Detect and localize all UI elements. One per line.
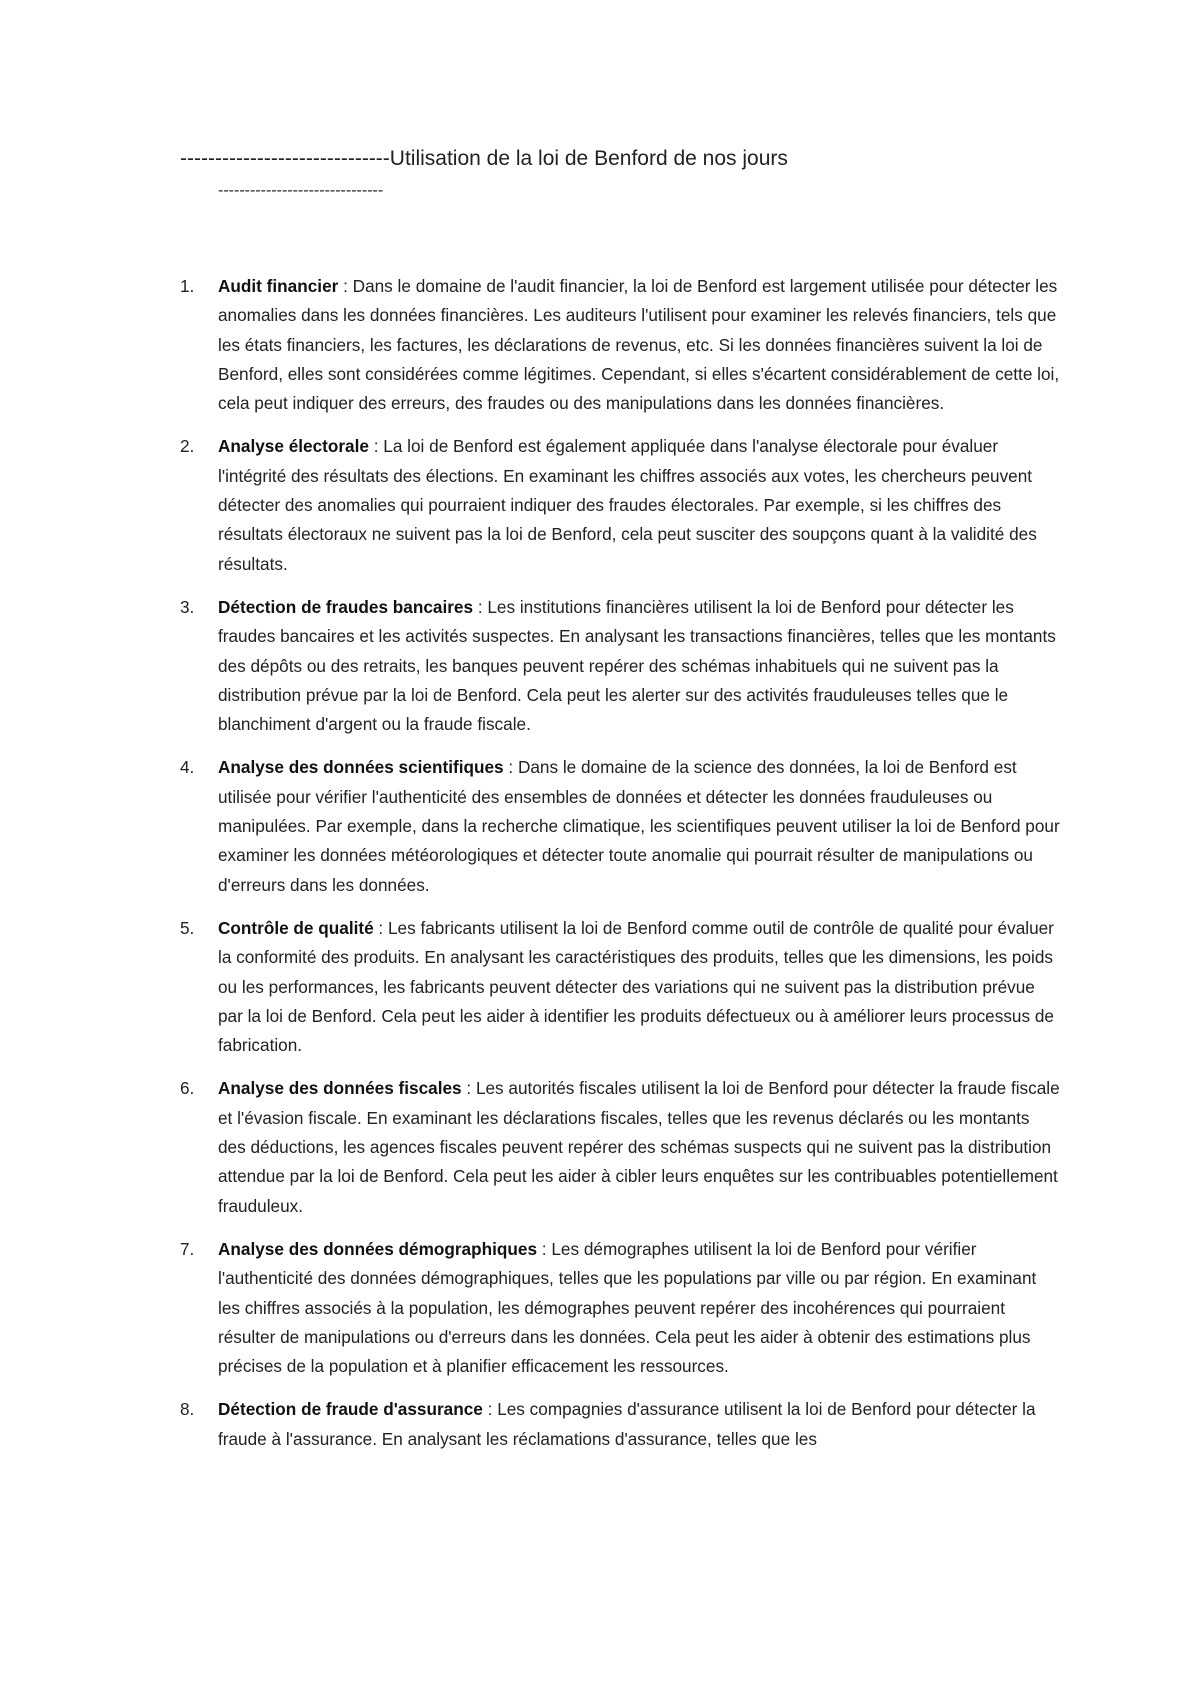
list-item [180,272,1060,418]
list-term: Détection de fraude d'assurance [218,1399,483,1420]
list-item [180,593,1060,739]
list-text: La loi de Benford est également appliquée dans l'analyse électorale pour évaluer l'intégrité des résultats des élections. En examinant les chiffres associés aux votes, les chercheurs peuvent détecter des anomalies qui pourraient indiquer des fraudes électorales. Par exemple, si les chiffres des résultats électoraux ne suivent pas la loi de Benford, cela peut susciter des soupçons quant à la validité des résultats. [218,436,1037,574]
list-text: Les institutions financières utilisent la loi de Benford pour détecter les fraudes bancaires et les activités suspectes. En analysant les transactions financières, telles que les montants des dépôts ou des retraits, les banques peuvent repérer des schémas inhabituels qui ne suivent pas la distribution prévue par la loi de Benford. Cela peut les alerter sur des activités frauduleuses telles que le blanchiment d'argent ou la fraude fiscale. [218,596,1056,735]
list-item [180,1074,1060,1220]
list-number: 3. [180,596,195,617]
list-text: Les démographes utilisent la loi de Benford pour vérifier l'authenticité des données démographiques, telles que les populations par ville ou par région. En examinant les chiffres associés à la population, les démographes peuvent repérer des incohérences qui pourraient résulter de manipulations ou d'erreurs dans les données. Cela peut les aider à obtenir des estimations plus précises de la population et à planifier efficacement les ressources. [218,1238,1037,1377]
list-text: Dans le domaine de la science des données, la loi de Benford est utilisée pour vérifier l'authenticité des ensembles de données et détecter les données frauduleuses ou manipulées. Par exemple, dans la recherche climatique, les scientifiques peuvent utiliser la loi de Benford pour examiner les données météorologiques et détecter toute anomalie qui pourrait résulter de manipulations ou d'erreurs dans les données. [218,757,1060,895]
list-text: Dans le domaine de l'audit financier, la loi de Benford est largement utilisée pour détecter les anomalies dans les données financières. Les auditeurs l'utilisent pour examiner les relevés financiers, tels que les états financiers, les factures, les déclarations de revenus, etc. Si les données financières suivent la loi de Benford, elles sont considérées comme légitimes. Cependant, si elles s'écartent considérablement de cette loi, cela peut indiquer des erreurs, des fraudes ou des manipulations dans les données financières. [218,276,1060,414]
page-title [180,146,788,172]
list-text: Les fabricants utilisent la loi de Benford comme outil de contrôle de qualité pour évaluer la conformité des produits. En analysant les caractéristiques des produits, telles que les dimensions, les poids ou les performances, les fabricants peuvent détecter des variations qui ne suivent pas la distribution prévue par la loi de Benford. Cela peut les aider à identifier les produits défectueux ou à améliorer leurs processus de fabrication. [218,917,1054,1056]
list-number: 5. [180,917,195,938]
term-separator: : [373,917,388,938]
list-number: 2. [180,436,195,457]
list-item [180,753,1060,899]
term-separator: : [461,1078,476,1099]
usage-list [180,272,1060,1468]
term-separator: : [482,1399,498,1420]
list-text: Les compagnies d'assurance utilisent la loi de Benford pour détecter la fraude à l'assurance. En analysant les réclamations d'assurance, telles que les [218,1399,1036,1449]
list-number: 8. [180,1399,195,1420]
title-dashes-prefix: ------------------------------ [180,147,390,170]
list-term: Contrôle de qualité [218,917,374,938]
list-item [180,1395,1060,1454]
term-separator: : [338,276,353,296]
list-item [180,1235,1060,1381]
list-number: 4. [180,757,195,778]
list-item [180,432,1060,578]
list-term: Analyse électorale [218,436,369,457]
term-separator: : [368,436,384,457]
list-text: Les autorités fiscales utilisent la loi de Benford pour détecter la fraude fiscale et l'évasion fiscale. En examinant les déclarations fiscales, telles que les revenus déclarés ou les montants des déductions, les agences fiscales peuvent repérer des schémas suspects qui ne suivent pas la distribution attendue par la loi de Benford. Cela peut les aider à cibler leurs enquêtes sur les contribuables potentiellement frauduleux. [218,1078,1060,1216]
list-term: Audit financier [218,276,339,296]
title-dashes-suffix: ------------------------------- [218,182,384,199]
list-item [180,914,1060,1060]
list-term: Analyse des données démographiques [218,1238,538,1259]
term-separator: : [473,596,488,617]
title-text: Utilisation de la loi de Benford de nos jours [389,147,788,170]
list-number: 6. [180,1078,195,1099]
list-number: 7. [180,1238,195,1259]
list-term: Détection de fraudes bancaires [218,596,474,617]
list-term: Analyse des données fiscales [218,1078,462,1099]
term-separator: : [537,1238,552,1259]
list-term: Analyse des données scientifiques [218,757,504,778]
list-number: 1. [180,276,195,296]
term-separator: : [503,757,518,778]
